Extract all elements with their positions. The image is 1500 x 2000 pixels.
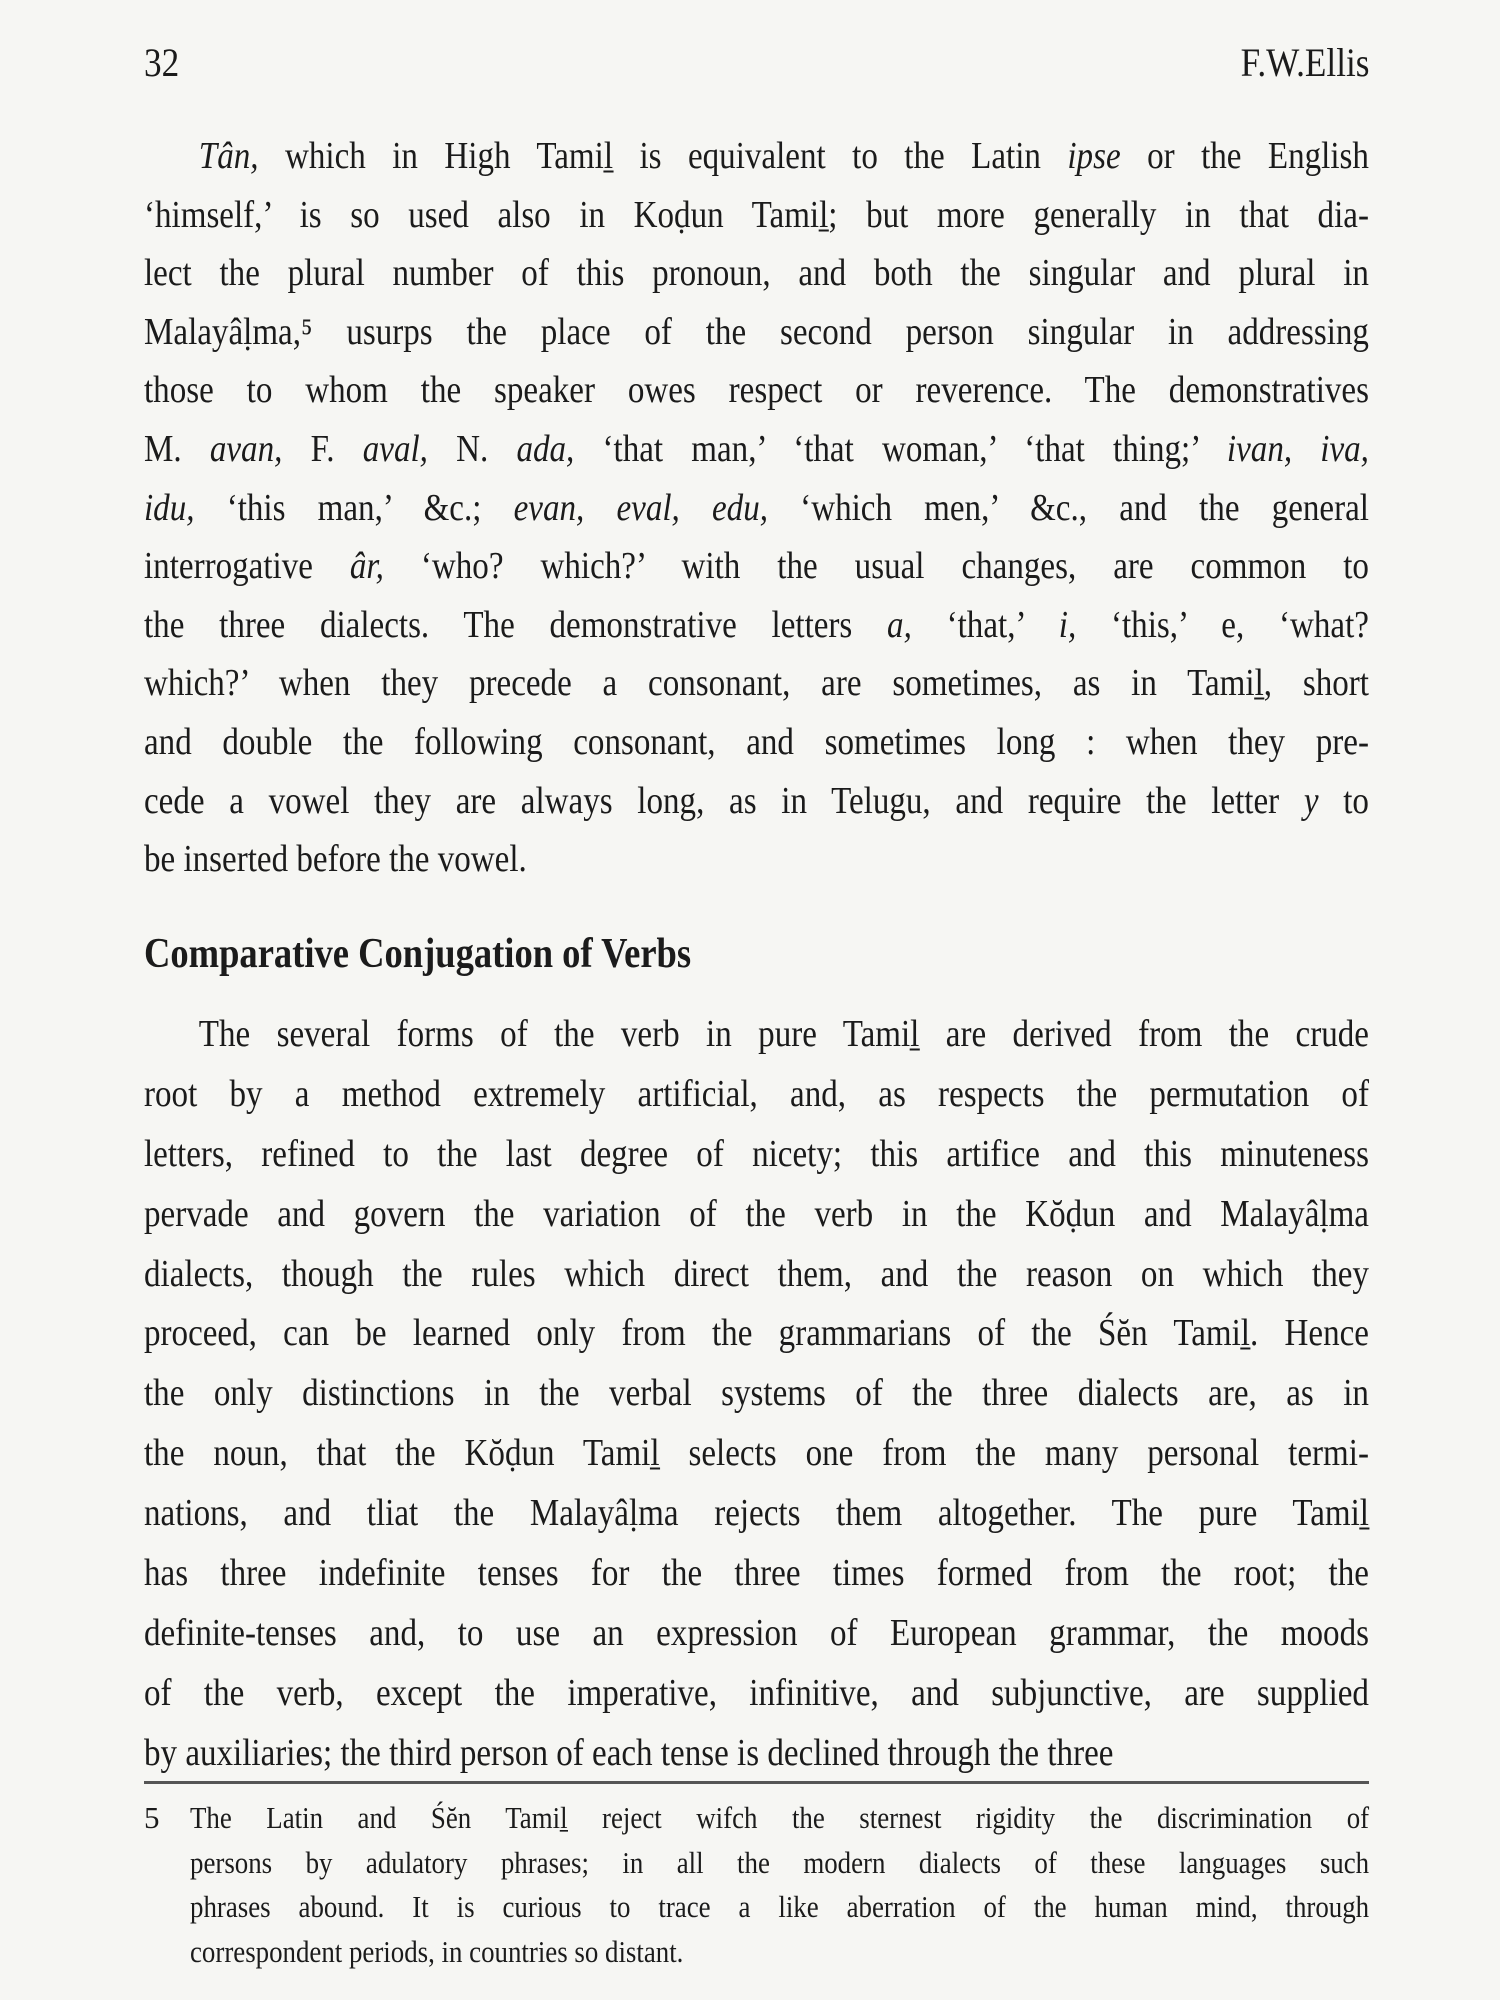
text-segment: ‘who? which?’ with the usual changes, are common to [383,545,1369,588]
text-segment: which?’ when they precede a consonant, are sometimes, as in Tamiḻ, short [144,662,1369,705]
text-segment: ‘that man,’ ‘that woman,’ ‘that thing;’ [574,427,1227,470]
italic-text: âr, [349,545,384,588]
text-segment: correspondent periods, in countries so distant. [190,1933,684,1969]
italic-text: i, [1058,603,1077,646]
page-number: 32 [144,40,180,85]
text-line [144,1424,1369,1484]
text-line [144,537,1369,596]
text-line [144,1664,1369,1724]
text-line [144,1245,1369,1305]
text-segment: and double the following consonant, and sometimes long : when they pre- [144,720,1369,763]
text-line [144,1544,1369,1604]
running-head: F.W.Ellis [1240,40,1369,85]
text-line [144,1724,1369,1784]
text-segment: ‘that,’ [911,603,1059,646]
text-segment: persons by adulatory phrases; in all the modern dialects of these languages such [190,1844,1370,1880]
footnote-text [190,1796,1369,1974]
text-segment: The several forms of the verb in pure Tamiḻ are derived from the crude [198,1013,1369,1055]
paragraph-1 [144,127,1369,889]
text-segment: pervade and govern the variation of the verb in the Kŏḍun and Malayâḷma [144,1192,1369,1235]
text-segment: or the English [1120,135,1369,177]
text-segment: be inserted before the vowel. [144,838,527,881]
text-line [144,1364,1369,1424]
text-line [144,1604,1369,1664]
text-segment: phrases abound. It is curious to trace a like aberration of the human mind, through [190,1889,1370,1924]
text-segment: dialects, though the rules which direct them, and the reason on which they [144,1252,1369,1295]
text-line [190,1930,1369,1975]
text-segment: cede a vowel they are always long, as in Telugu, and require the letter [144,779,1304,822]
text-segment: nations, and tliat the Malayâḷma rejects them altogether. The pure Tamiḻ [144,1492,1369,1535]
text-segment: by auxiliaries; the third person of each tense is declined through the three [144,1731,1114,1774]
text-line [144,303,1369,362]
text-line [144,127,1369,186]
text-line [190,1796,1369,1841]
text-segment: proceed, can be learned only from the grammarians of the Śĕn Tamiḻ. Hence [144,1312,1369,1355]
text-line [190,1885,1369,1930]
text-segment: the three dialects. The demonstrative letters [144,603,888,646]
text-segment: those to whom the speaker owes respect or reverence. The demonstratives [144,369,1369,412]
text-segment: the noun, that the Kŏḍun Tamiḻ selects one from the many personal termi- [144,1432,1369,1475]
text-segment: interrogative [144,545,350,588]
text-segment: has three indefinite tenses for the three times formed from the root; the [144,1552,1369,1595]
text-segment: root by a method extremely artificial, and, as respects the permutation of [144,1072,1369,1115]
text-segment: definite-tenses and, to use an expression of European grammar, the moods [144,1611,1369,1654]
section-heading: Comparative Conjugation of Verbs [144,931,692,977]
italic-text: idu, [144,486,195,529]
text-line [144,713,1369,772]
text-segment: M. [144,427,210,470]
text-line [144,830,1369,889]
italic-text: ipse [1067,135,1121,177]
italic-text: a, [887,603,912,646]
italic-text: avan, [209,427,283,470]
text-line [144,1005,1369,1065]
text-line [144,1125,1369,1185]
text-line [144,1304,1369,1364]
text-line [144,596,1369,655]
italic-text: aval, [362,427,428,470]
text-line [144,1484,1369,1544]
text-segment: N. [427,427,517,470]
italic-text: Tân, [198,135,259,177]
footnote-number: 5 [144,1800,160,1835]
paragraph-2 [144,1005,1369,1784]
text-line [144,186,1369,245]
text-segment: ‘this,’ e, ‘what? [1076,603,1369,646]
text-segment: of the verb, except the imperative, infinitive, and subjunctive, are supplied [144,1671,1369,1714]
text-segment: ‘himself,’ is so used also in Koḍun Tamiḻ; but more generally in that dia- [144,193,1369,236]
text-segment: The Latin and Śĕn Tamiḻ reject wifch the sternest rigidity the discrimination of [190,1800,1370,1835]
text-segment: lect the plural number of this pronoun, and both the singular and plural in [144,252,1369,295]
italic-text: ada, [516,427,575,470]
italic-text: y [1303,779,1319,822]
text-segment: which in High Tamiḻ is equivalent to the Latin [258,135,1068,177]
text-segment: to [1318,779,1369,822]
text-segment: the only distinctions in the verbal systems of the three dialects are, as in [144,1372,1369,1415]
text-segment: ‘this man,’ &c.; [194,486,514,529]
italic-text: evan, eval, edu, [513,486,768,529]
text-line [144,1065,1369,1125]
text-line [190,1841,1369,1886]
italic-text: ivan, iva, [1226,427,1369,470]
text-segment: letters, refined to the last degree of nicety; this artifice and this minuteness [144,1132,1369,1175]
text-segment: Malayâḷma,⁵ usurps the place of the second person singular in addressing [144,310,1369,353]
text-line [144,654,1369,713]
text-line [144,420,1369,479]
text-line [144,479,1369,538]
text-line [144,361,1369,420]
text-line [144,772,1369,831]
text-line [144,244,1369,303]
text-segment: F. [282,427,363,470]
text-segment: ‘which men,’ &c., and the general [767,486,1369,529]
footnote-divider [144,1781,1369,1784]
text-line [144,1185,1369,1245]
